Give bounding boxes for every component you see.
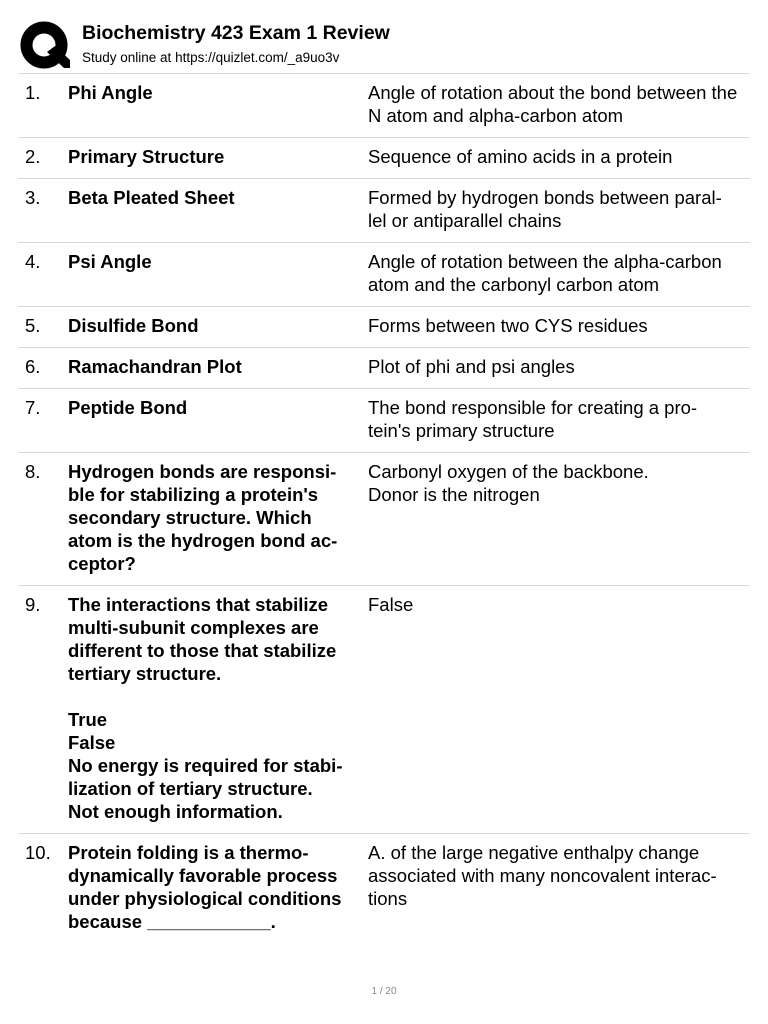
card-term: Primary Structure xyxy=(68,146,225,167)
page-indicator: 1 / 20 xyxy=(371,986,397,997)
card-term: Disulfide Bond xyxy=(68,315,199,336)
card-definition: A. of the large negative enthalpy change associated with many noncovalent interac- tions xyxy=(368,842,717,909)
card-term: Hydrogen bonds are responsi- ble for stabilizing a protein's secondary structure. Which atom is the hydrogen bond ac- ceptor? xyxy=(68,461,338,574)
card-definition: Angle of rotation between the alpha-carbon atom and the carbonyl carbon atom xyxy=(368,251,722,295)
card-number: 9. xyxy=(25,594,41,615)
card-number: 2. xyxy=(25,146,41,167)
flashcard-row xyxy=(18,348,750,389)
study-link: Study online at https://quizlet.com/_a9uo3v xyxy=(82,50,340,65)
flashcard-row xyxy=(18,74,750,138)
card-definition: Sequence of amino acids in a protein xyxy=(368,146,673,167)
quizlet-logo-icon xyxy=(20,21,70,71)
flashcard-row xyxy=(18,453,750,586)
flashcard-row xyxy=(18,834,750,943)
card-number: 6. xyxy=(25,356,41,377)
page-header xyxy=(20,18,750,74)
card-number: 1. xyxy=(25,82,41,103)
flashcard-row xyxy=(18,307,750,348)
card-term: Psi Angle xyxy=(68,251,152,272)
card-term: Beta Pleated Sheet xyxy=(68,187,235,208)
card-definition: Formed by hydrogen bonds between paral- lel or antiparallel chains xyxy=(368,187,722,231)
card-definition: Forms between two CYS residues xyxy=(368,315,648,336)
card-definition: False xyxy=(368,594,414,615)
card-number: 4. xyxy=(25,251,41,272)
card-term: Ramachandran Plot xyxy=(68,356,242,377)
flashcard-list xyxy=(18,74,750,943)
card-number: 8. xyxy=(25,461,41,482)
card-number: 7. xyxy=(25,397,41,418)
card-number: 5. xyxy=(25,315,41,336)
card-definition: Plot of phi and psi angles xyxy=(368,356,575,377)
page-title: Biochemistry 423 Exam 1 Review xyxy=(82,22,390,44)
card-number: 3. xyxy=(25,187,41,208)
card-definition: Angle of rotation about the bond between the N atom and alpha-carbon atom xyxy=(368,82,738,126)
card-term: The interactions that stabilize multi-subunit complexes are different to those that stabilize tertiary structure. True False No energy is required for stabi- lization of tertiary structure. Not enough information. xyxy=(68,594,343,822)
card-definition: The bond responsible for creating a pro- tein's primary structure xyxy=(368,397,698,441)
card-definition: Carbonyl oxygen of the backbone. Donor is the nitrogen xyxy=(368,461,649,505)
flashcard-row xyxy=(18,243,750,307)
flashcard-row xyxy=(18,586,750,834)
flashcard-row xyxy=(18,179,750,243)
card-term: Protein folding is a thermo- dynamically favorable process under physiological conditions because ____________. xyxy=(68,842,342,932)
card-term: Phi Angle xyxy=(68,82,153,103)
card-term: Peptide Bond xyxy=(68,397,188,418)
card-number: 10. xyxy=(25,842,51,863)
flashcard-row xyxy=(18,389,750,453)
flashcard-row xyxy=(18,138,750,179)
